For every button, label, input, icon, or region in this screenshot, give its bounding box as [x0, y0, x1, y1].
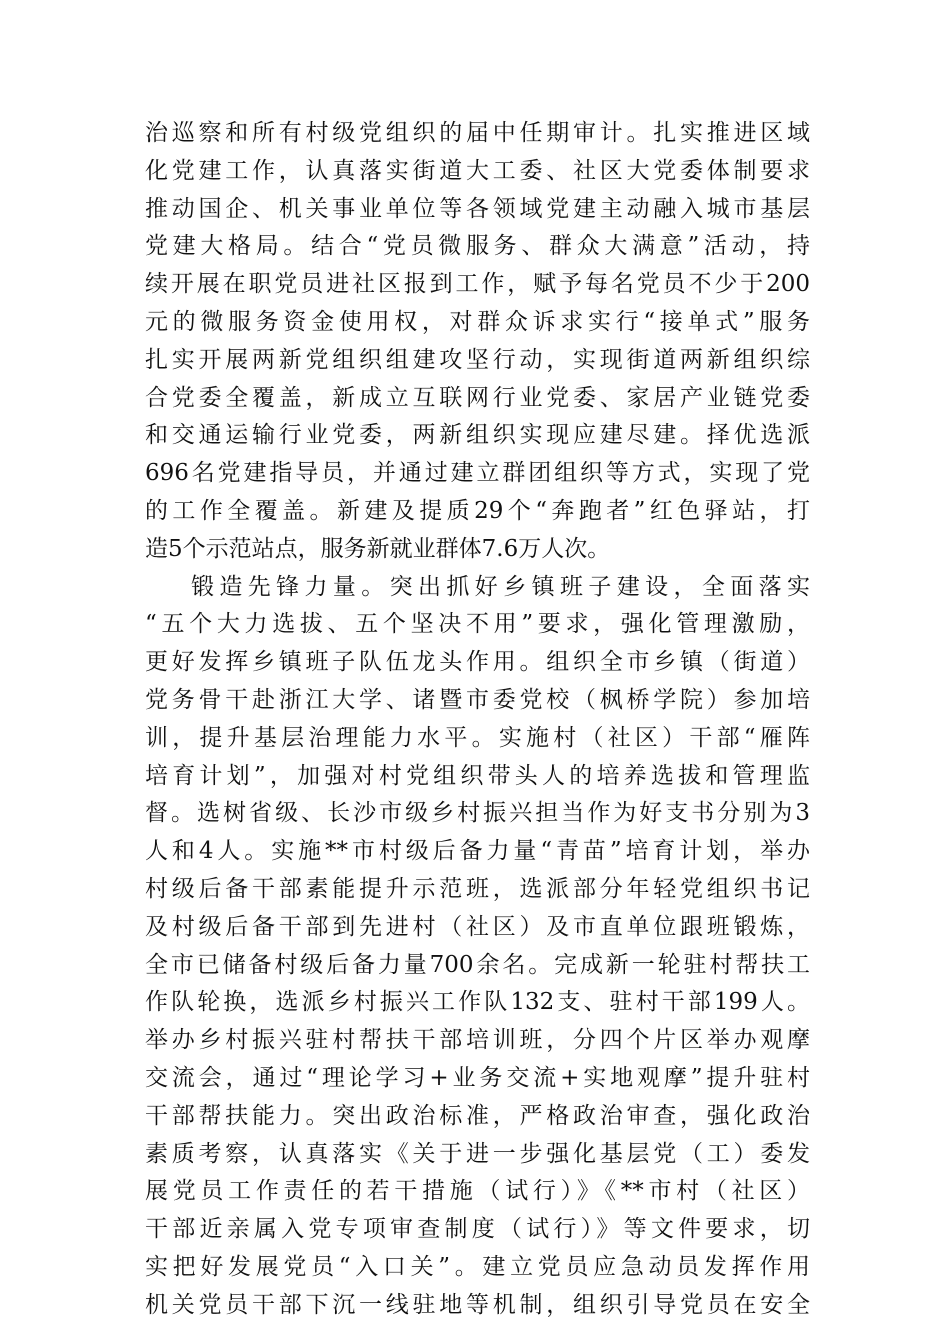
text-line: 锻造先锋力量。突出抓好乡镇班子建设，全面落实	[191, 573, 810, 600]
text-line: 推动国企、机关事业单位等各领域党建主动融入城市基层	[145, 195, 810, 222]
text-line: 合党委全覆盖，新成立互联网行业党委、家居产业链党委	[145, 384, 810, 411]
text-line: 造5个示范站点，服务新就业群体7.6万人次。	[145, 535, 611, 562]
text-line: 扎实开展两新党组织组建攻坚行动，实现街道两新组织综	[145, 346, 810, 373]
paragraph-2	[145, 569, 810, 1325]
text-line: 党建大格局。结合“党员微服务、群众大满意”活动，持	[145, 233, 810, 260]
text-line: 续开展在职党员进社区报到工作，赋予每名党员不少于200	[145, 271, 810, 298]
text-line: 全市已储备村级后备力量700余名。完成新一轮驻村帮扶工	[145, 951, 810, 978]
text-line: 元的微服务资金使用权，对群众诉求实行“接单式”服务	[145, 308, 810, 335]
text-line: 696名党建指导员，并通过建立群团组织等方式，实现了党	[145, 460, 810, 487]
text-line: 机关党员干部下沉一线驻地等机制，组织引导党员在安全	[145, 1291, 810, 1318]
text-line: 举办乡村振兴驻村帮扶干部培训班，分四个片区举办观摩	[145, 1027, 810, 1054]
text-line: 培育计划”，加强对村党组织带头人的培养选拔和管理监	[145, 762, 810, 789]
text-line: 更好发挥乡镇班子队伍龙头作用。组织全市乡镇（街道）	[145, 649, 810, 676]
text-line: “五个大力选拔、五个坚决不用”要求，强化管理激励，	[145, 611, 810, 638]
text-line: 治巡察和所有村级党组织的届中任期审计。扎实推进区域	[145, 120, 810, 146]
text-line: 化党建工作，认真落实街道大工委、社区大党委体制要求	[145, 157, 810, 184]
text-line: 及村级后备干部到先进村（社区）及市直单位跟班锻炼，	[145, 913, 810, 940]
text-line: 和交通运输行业党委，两新组织实现应建尽建。择优选派	[145, 422, 810, 449]
text-line: 的工作全覆盖。新建及提质29个“奔跑者”红色驿站，打	[145, 497, 810, 524]
text-line: 干部帮扶能力。突出政治标准，严格政治审查，强化政治	[145, 1102, 810, 1129]
text-line: 干部近亲属入党专项审查制度（试行）》等文件要求，切	[145, 1216, 810, 1243]
text-line: 素质考察，认真落实《关于进一步强化基层党（工）委发	[145, 1140, 810, 1167]
text-line: 训，提升基层治理能力水平。实施村（社区）干部“雁阵	[145, 724, 810, 751]
text-line: 人和4人。实施**市村级后备力量“青苗”培育计划，举办	[145, 838, 810, 865]
text-line: 实把好发展党员“入口关”。建立党员应急动员发挥作用	[145, 1253, 810, 1280]
text-line: 督。选树省级、长沙市级乡村振兴担当作为好支书分别为3	[145, 800, 810, 827]
paragraph-1	[145, 115, 810, 569]
text-line: 村级后备干部素能提升示范班，选派部分年轻党组织书记	[145, 875, 810, 902]
text-line: 展党员工作责任的若干措施（试行）》《**市村（社区）	[145, 1178, 810, 1205]
text-line: 作队轮换，选派乡村振兴工作队132支、驻村干部199人。	[145, 989, 810, 1016]
text-line: 交流会，通过“理论学习+业务交流+实地观摩”提升驻村	[145, 1064, 810, 1091]
document-body	[145, 115, 810, 1325]
text-line: 党务骨干赴浙江大学、诸暨市委党校（枫桥学院）参加培	[145, 686, 810, 713]
